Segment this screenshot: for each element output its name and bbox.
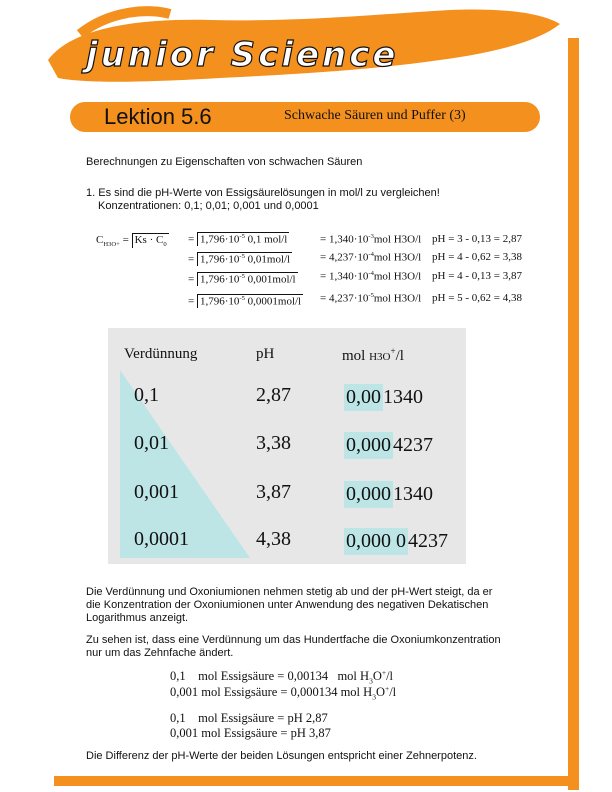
table-cell-dilution-4: 0,0001 (134, 528, 189, 550)
sqrt-ks-c0: $Ks \cdot C_0$ (132, 233, 169, 248)
ph-row-3: pH = 4 - 0,13 = 3,87 (432, 270, 523, 282)
frame-right-bar (568, 38, 579, 790)
lesson-title: Lektion 5.6 (104, 104, 212, 129)
comparison-ph-2: 0,001 mol Essigsäure = pH 3,87 (170, 726, 331, 740)
formula-lhs: $C_{H3O+} = Ks \cdot C_0$ (96, 234, 167, 249)
table-cell-conc-3: 0,000 1340 (340, 477, 433, 512)
table-cell-ph-2: 3,38 (256, 432, 291, 454)
table-cell-ph-4: 4,38 (256, 528, 291, 550)
result-row-1: = $1,340\cdot 10^{-3}mol$ H3O/l (320, 233, 422, 246)
table-cell-dilution-3: 0,001 (134, 481, 179, 503)
junior-science-logo (0, 0, 612, 100)
table-cell-ph-1: 2,87 (256, 384, 291, 406)
table-cell-dilution-1: 0,1 (134, 384, 159, 406)
lesson-subtitle: Schwache Säuren und Puffer (3) (284, 108, 466, 123)
table-header-dilution: Verdünnung (124, 346, 198, 362)
table-cell-conc-1: 0,00 1340 (340, 380, 423, 415)
formula-row-1: = $1,796\cdot 10^{-5}$ 0,1 mol/l (188, 233, 288, 246)
result-row-2: = $4,237\cdot 10^{-4}mol$ H3O/l (320, 251, 422, 264)
table-cell-dilution-2: 0,01 (134, 432, 169, 454)
formula-row-4: = $1,796\cdot 10^{-5}$ 0,0001mol/l (188, 295, 302, 308)
explanation-p2-line1: Zu sehen ist, dass eine Verdünnung um das Hundertfache die Oxoniumkonzentration (86, 634, 501, 646)
comparison-ph-1: 0,1 mol Essigsäure = pH 2,87 (170, 711, 328, 725)
task-line-1: 1. Es sind die pH-Werte von Essigsäurelösungen in mol/l zu vergleichen! (86, 187, 440, 199)
table-header-ph: pH (256, 346, 275, 362)
table-header-conc: mol H3O+/l (342, 346, 404, 364)
intro-heading: Berechnungen zu Eigenschaften von schwachen Säuren (86, 156, 363, 168)
comparison-conc-2: 0,001 mol Essigsäure = 0,000134 mol $H_3O^+/l$ (170, 684, 397, 702)
ph-row-2: pH = 4 - 0,62 = 3,38 (432, 251, 523, 263)
result-row-4: = $4,237\cdot 10^{-5}mol$ H3O/l (320, 292, 422, 305)
explanation-p1-line2: die Konzentration der Oxoniumionen unter Anwendung des negativen Dekatischen (86, 599, 489, 611)
table-cell-conc-4: 0,000 0 4237 (340, 524, 448, 559)
result-row-3: = $1,340\cdot 10^{-4}mol$ H3O/l (320, 270, 422, 283)
conclusion: Die Differenz der pH-Werte der beiden Lösungen entspricht einer Zehnerpotenz. (86, 750, 477, 762)
ph-row-1: pH = 3 - 0,13 = 2,87 (432, 233, 523, 245)
formula-row-3: = $1,796\cdot 10^{-5}$ 0,001mol/l (188, 273, 296, 286)
explanation-p1-line3: Logarithmus anzeigt. (86, 612, 189, 624)
frame-bottom-bar (54, 776, 578, 786)
comparison-conc-1: 0,1 mol Essigsäure = 0,00134 mol $H_3O^+/l$ (170, 668, 394, 686)
ph-row-4: pH = 5 - 0,62 = 4,38 (432, 292, 523, 304)
table-cell-conc-2: 0,000 4237 (340, 428, 433, 463)
explanation-p2-line2: nur um das Zehnfache ändert. (86, 647, 234, 659)
table-cell-ph-3: 3,87 (256, 481, 291, 503)
formula-row-2: = $1,796\cdot 10^{-5}$ 0,01mol/l (188, 253, 291, 266)
logo-text: junior Science (86, 35, 399, 75)
explanation-p1-line1: Die Verdünnung und Oxoniumionen nehmen stetig ab und der pH-Wert steigt, da er (86, 586, 493, 598)
task-line-2: Konzentrationen: 0,1; 0,01; 0,001 und 0,0001 (98, 200, 319, 212)
